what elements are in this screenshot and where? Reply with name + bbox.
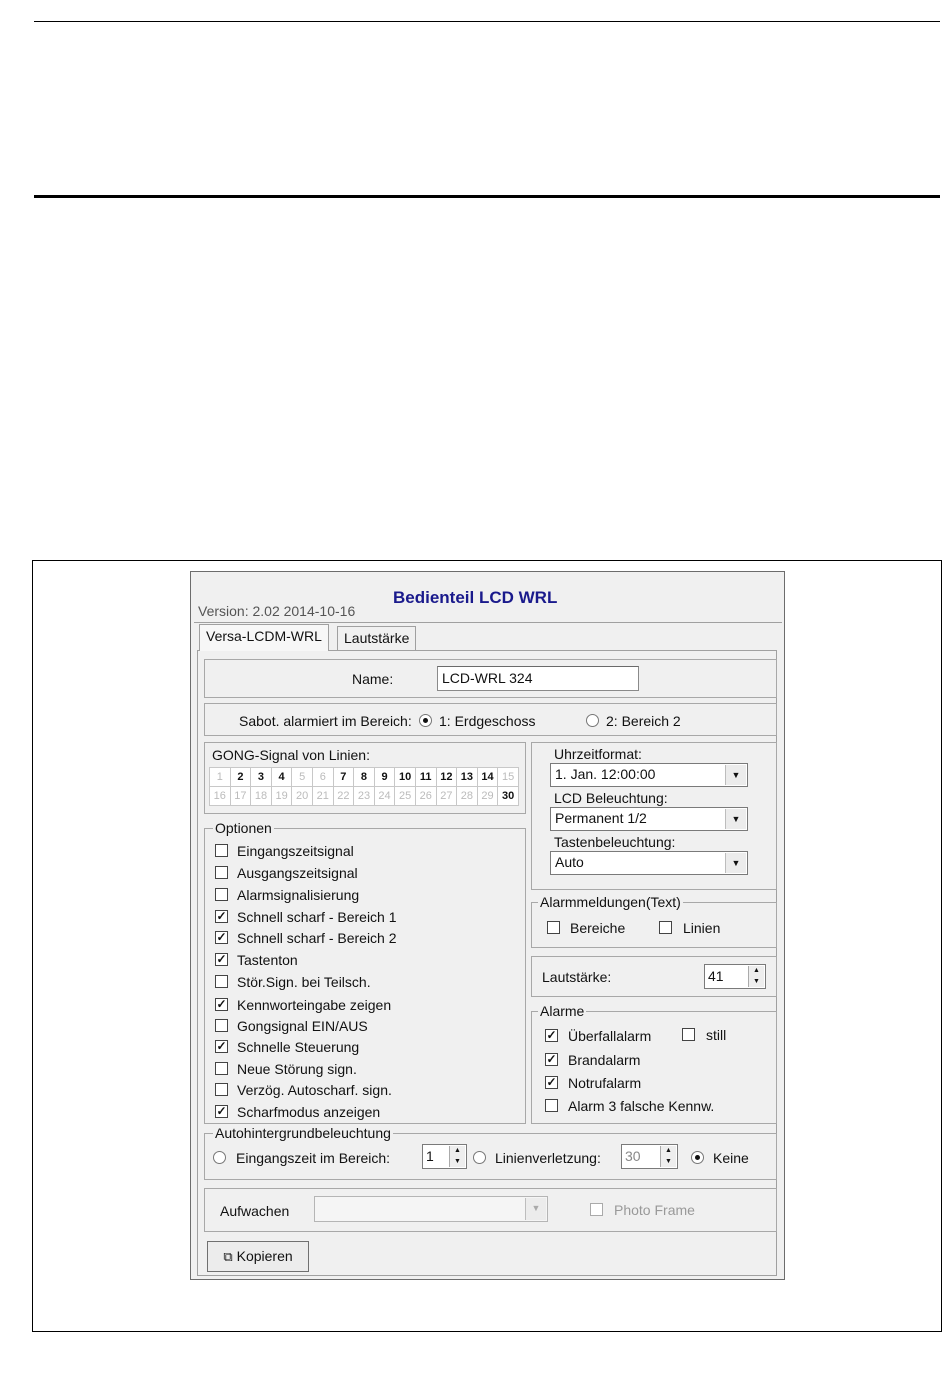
spin-down-icon[interactable]: ▼ xyxy=(753,977,760,985)
option-label: Alarmsignalisierung xyxy=(237,887,360,903)
option-label: Verzög. Autoscharf. sign. xyxy=(237,1082,392,1098)
key-light-select[interactable] xyxy=(550,851,748,875)
option-label: Stör.Sign. bei Teilsch. xyxy=(237,974,371,990)
medical-alarm-checkbox[interactable]: ✓ xyxy=(546,1075,557,1089)
volume-group xyxy=(531,956,777,997)
option-checkbox-eingangszeitsignal[interactable] xyxy=(215,844,228,857)
entry-time-label: Eingangszeit im Bereich: xyxy=(236,1150,391,1166)
medical-alarm-label: Notrufalarm xyxy=(568,1075,642,1091)
gong-zone-29[interactable]: 29 xyxy=(477,787,498,806)
fire-alarm-label: Brandalarm xyxy=(568,1052,641,1068)
photo-frame-label: Photo Frame xyxy=(614,1202,695,1218)
version-label: Version: 2.02 2014-10-16 xyxy=(198,603,356,619)
gong-zone-30[interactable]: 30 xyxy=(498,787,519,806)
spin-up-icon[interactable]: ▲ xyxy=(454,1147,461,1154)
gong-zone-13[interactable]: 13 xyxy=(457,768,478,787)
gong-zone-9[interactable]: 9 xyxy=(374,768,395,787)
time-format-select[interactable] xyxy=(550,763,748,787)
gong-zone-17[interactable]: 17 xyxy=(230,787,251,806)
gong-row-2 xyxy=(210,787,519,806)
gong-title: GONG-Signal von Linien: xyxy=(212,747,370,763)
gong-zone-7[interactable]: 7 xyxy=(333,768,354,787)
gong-zone-5[interactable]: 5 xyxy=(292,768,313,787)
option-checkbox-schnell-scharf-1[interactable]: ✓ xyxy=(216,909,227,923)
option-label: Schnell scharf - Bereich 2 xyxy=(237,930,397,946)
gong-zone-23[interactable]: 23 xyxy=(354,787,375,806)
option-checkbox-neue-stoerung[interactable] xyxy=(215,1062,228,1075)
lcd-light-value: Permanent 1/2 xyxy=(555,810,647,826)
option-label: Eingangszeitsignal xyxy=(237,843,354,859)
auto-backlight-title: Autohintergrundbeleuchtung xyxy=(215,1125,391,1141)
gong-zone-14[interactable]: 14 xyxy=(477,768,498,787)
gong-zone-21[interactable]: 21 xyxy=(312,787,333,806)
gong-zone-20[interactable]: 20 xyxy=(292,787,313,806)
wakeup-label: Aufwachen xyxy=(220,1203,290,1219)
option-label: Tastenton xyxy=(237,952,298,968)
alarms-title: Alarme xyxy=(540,1003,585,1019)
dialog-title: Bedienteil LCD WRL xyxy=(393,588,558,607)
chevron-down-icon[interactable]: ▼ xyxy=(725,765,746,785)
entry-time-radio[interactable] xyxy=(213,1151,226,1164)
option-checkbox-kennworteingabe[interactable]: ✓ xyxy=(216,997,227,1011)
sabotage-label: Sabot. alarmiert im Bereich: xyxy=(239,713,412,729)
option-label: Ausgangszeitsignal xyxy=(237,865,358,881)
tab-versa-lcdm-wrl[interactable]: Versa-LCDM-WRL xyxy=(199,624,329,651)
option-checkbox-gongsignal[interactable] xyxy=(215,1019,228,1032)
gong-zone-2[interactable]: 2 xyxy=(230,768,251,787)
alarm-messages-title: Alarmmeldungen(Text) xyxy=(540,894,681,910)
key-light-label: Tastenbeleuchtung: xyxy=(554,834,676,850)
section-rule xyxy=(34,195,940,198)
volume-value: 41 xyxy=(708,968,724,984)
option-label: Neue Störung sign. xyxy=(237,1061,357,1077)
gong-zone-8[interactable]: 8 xyxy=(354,768,375,787)
spin-up-icon[interactable]: ▲ xyxy=(753,967,760,974)
option-checkbox-schnell-scharf-2[interactable]: ✓ xyxy=(216,930,227,944)
spin-up-icon[interactable]: ▲ xyxy=(665,1147,672,1154)
volume-spinner[interactable] xyxy=(704,964,766,989)
tab-panel xyxy=(197,650,777,1276)
gong-zone-12[interactable]: 12 xyxy=(436,768,457,787)
options-title: Optionen xyxy=(215,820,272,836)
spin-down-icon[interactable]: ▼ xyxy=(665,1157,672,1165)
wakeup-group xyxy=(204,1188,777,1232)
display-group xyxy=(531,742,777,890)
option-label: Scharfmodus anzeigen xyxy=(237,1104,381,1120)
gong-zone-1[interactable]: 1 xyxy=(210,768,231,787)
entry-time-spinner[interactable] xyxy=(422,1144,467,1169)
zone-violation-label: Linienverletzung: xyxy=(495,1150,601,1166)
gong-zone-15[interactable]: 15 xyxy=(498,768,519,787)
chevron-down-icon[interactable]: ▼ xyxy=(725,853,746,873)
name-group xyxy=(204,659,777,698)
gong-zone-6[interactable]: 6 xyxy=(312,768,333,787)
option-checkbox-schnelle-steuerung[interactable]: ✓ xyxy=(216,1039,227,1053)
option-checkbox-alarmsignalisierung[interactable] xyxy=(215,888,228,901)
volume-label: Lautstärke: xyxy=(542,969,612,985)
zone-violation-spin-buttons[interactable] xyxy=(660,1146,676,1167)
chevron-down-icon[interactable]: ▼ xyxy=(525,1198,546,1220)
gong-zone-19[interactable]: 19 xyxy=(271,787,292,806)
sabotage-area1-label: 1: Erdgeschoss xyxy=(439,713,536,729)
gong-zone-24[interactable]: 24 xyxy=(374,787,395,806)
option-checkbox-stoer-sign[interactable] xyxy=(215,975,228,988)
sabotage-group xyxy=(204,703,777,736)
none-radio[interactable] xyxy=(691,1151,704,1164)
photo-frame-checkbox[interactable] xyxy=(590,1203,603,1216)
title-divider xyxy=(194,622,782,623)
zone-violation-value: 30 xyxy=(625,1148,641,1164)
gong-zone-4[interactable]: 4 xyxy=(271,768,292,787)
sabotage-area1-radio[interactable] xyxy=(419,714,432,727)
wrong-code-alarm-label: Alarm 3 falsche Kennw. xyxy=(568,1098,715,1114)
gong-zone-18[interactable]: 18 xyxy=(251,787,272,806)
copy-button[interactable] xyxy=(207,1241,309,1272)
gong-zone-22[interactable]: 22 xyxy=(333,787,354,806)
option-label: Gongsignal EIN/AUS xyxy=(237,1018,368,1034)
alarms-group xyxy=(531,1003,777,1124)
auto-backlight-group xyxy=(204,1125,777,1180)
gong-zone-10[interactable]: 10 xyxy=(395,768,416,787)
silent-label: still xyxy=(706,1027,727,1043)
panic-alarm-checkbox[interactable]: ✓ xyxy=(546,1028,557,1042)
volume-spin-buttons[interactable] xyxy=(748,966,764,987)
option-checkbox-scharfmodus[interactable]: ✓ xyxy=(216,1104,227,1118)
name-input[interactable]: LCD-WRL 324 xyxy=(437,666,639,691)
panic-alarm-label: Überfallalarm xyxy=(568,1028,652,1044)
alarm-messages-linien-checkbox[interactable] xyxy=(659,921,672,934)
gong-row-1 xyxy=(210,768,519,787)
gong-zone-16[interactable]: 16 xyxy=(210,787,231,806)
alarm-messages-bereiche-checkbox[interactable] xyxy=(547,921,560,934)
tab-lautstaerke[interactable]: Lautstärke xyxy=(337,626,416,650)
entry-time-value: 1 xyxy=(426,1148,434,1164)
option-label: Kennworteingabe zeigen xyxy=(237,997,392,1013)
none-label: Keine xyxy=(713,1150,749,1166)
gong-zone-grid xyxy=(209,767,519,806)
zone-violation-radio[interactable] xyxy=(473,1151,486,1164)
lcd-light-label: LCD Beleuchtung: xyxy=(554,790,668,806)
option-checkbox-verzoeg-autoscharf[interactable] xyxy=(215,1083,228,1096)
sabotage-area2-label: 2: Bereich 2 xyxy=(606,713,681,729)
alarm-messages-linien-label: Linien xyxy=(683,920,721,936)
entry-time-spin-buttons[interactable] xyxy=(449,1146,465,1167)
time-format-value: 1. Jan. 12:00:00 xyxy=(555,766,656,782)
gong-zone-11[interactable]: 11 xyxy=(415,768,436,787)
gong-zone-27[interactable]: 27 xyxy=(436,787,457,806)
gong-zone-25[interactable]: 25 xyxy=(395,787,416,806)
header-rule xyxy=(34,21,940,22)
alarm-messages-group xyxy=(531,894,777,948)
silent-checkbox[interactable] xyxy=(682,1028,695,1041)
name-label: Name: xyxy=(352,671,394,687)
gong-zone-3[interactable]: 3 xyxy=(251,768,272,787)
time-format-label: Uhrzeitformat: xyxy=(554,746,642,762)
alarm-messages-bereiche-label: Bereiche xyxy=(570,920,626,936)
spin-down-icon[interactable]: ▼ xyxy=(454,1157,461,1165)
chevron-down-icon[interactable]: ▼ xyxy=(725,809,746,829)
gong-group xyxy=(204,742,526,814)
zone-violation-spinner[interactable] xyxy=(621,1144,678,1169)
option-checkbox-ausgangszeitsignal[interactable] xyxy=(215,866,228,879)
option-label: Schnell scharf - Bereich 1 xyxy=(237,909,397,925)
copy-icon: ⧉ xyxy=(223,1249,233,1264)
wrong-code-alarm-checkbox[interactable] xyxy=(545,1099,558,1112)
wakeup-select[interactable] xyxy=(314,1196,548,1222)
gong-zone-26[interactable]: 26 xyxy=(415,787,436,806)
sabotage-area2-radio[interactable] xyxy=(586,714,599,727)
copy-button-label: Kopieren xyxy=(236,1248,293,1264)
option-checkbox-tastenton[interactable]: ✓ xyxy=(216,952,227,966)
key-light-value: Auto xyxy=(555,854,584,870)
option-label: Schnelle Steuerung xyxy=(237,1039,360,1055)
options-group xyxy=(204,820,526,1124)
lcd-light-select[interactable] xyxy=(550,807,748,831)
dialog-window xyxy=(190,571,785,1280)
gong-zone-28[interactable]: 28 xyxy=(457,787,478,806)
fire-alarm-checkbox[interactable]: ✓ xyxy=(546,1052,557,1066)
